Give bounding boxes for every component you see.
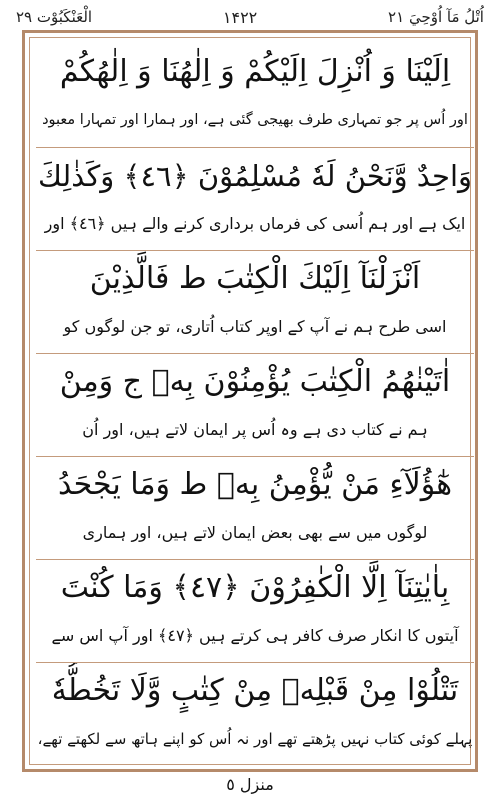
page-frame [22,30,478,772]
arabic-verse-line: تَتْلُوْا مِنْ قَبْلِهٖ مِنْ كِتٰبٍ وَّلَا تَخُطُّهٗ [51,673,459,708]
arabic-verse-line: بِاٰيٰتِنَآ اِلَّا الْكٰفِرُوْنَ ﴿٤٧﴾ وَمَا كُنْتَ [60,570,450,605]
arabic-verse-line: هٰٓؤُلَآءِ مَنْ يُّؤْمِنُ بِهٖ ط وَمَا يَجْحَدُ [57,467,453,502]
urdu-translation-line: پہلے کوئی کتاب نہیں پڑھتے تھے اور نہ اُس کو اپنے ہاتھ سے لکھتے تھے، [37,730,473,748]
verse-block [36,456,474,560]
verse-block [36,662,474,766]
arabic-verse-line: اٰتَيْنٰهُمُ الْكِتٰبَ يُؤْمِنُوْنَ بِهٖ ج وَمِنْ [59,364,451,399]
verse-block [36,353,474,457]
urdu-translation-line: ہم نے کتاب دی ہے وہ اُس پر ایمان لاتے ہیں، اور اُن [82,420,428,439]
verse-block [36,44,474,148]
inner-frame [29,37,471,765]
surah-name-page-number: الْعَنْكَبُوْت ٢٩ [16,8,93,26]
juz-name: اُتْلُ مَآ اُوْحِيَ ٢١ [388,8,484,26]
arabic-verse-line: وَاحِدٌ وَّنَحْنُ لَهٗ مُسْلِمُوْنَ ﴿٤٦﴾ وَكَذٰلِكَ [37,159,473,193]
urdu-translation-line: آیتوں کا انکار صرف کافر ہی کرتے ہیں ﴿٤٧﴾ اور آپ اس سے [51,626,459,645]
urdu-translation-line: اور اُس پر جو تمہاری طرف بھیجی گئی ہے، اور ہمارا اور تمہارا معبود [42,112,468,128]
urdu-translation-line: لوگوں میں سے بھی بعض ایمان لاتے ہیں، اور ہماری [82,523,428,542]
verse-block [36,250,474,354]
verse-block [36,147,474,251]
verse-block [36,559,474,663]
arabic-verse-line: اَنْزَلْنَآ اِلَيْكَ الْكِتٰبَ ط فَالَّذِيْنَ [89,261,421,296]
urdu-translation-line: اسی طرح ہم نے آپ کے اوپر کتاب اُتاری، تو جن لوگوں کو [63,317,447,336]
urdu-translation-line: ایک ہے اور ہم اُسی کی فرماں برداری کرنے والے ہیں ﴿٤٦﴾ اور [44,214,466,233]
page-number: ۱۴۲۲ [222,7,258,27]
manzil-marker: منزل ٥ [226,775,274,794]
arabic-verse-line: اِلَيْنَا وَ اُنْزِلَ اِلَيْكُمْ وَ اِلٰهُنَا وَ اِلٰهُكُمْ [59,54,451,89]
page-header [16,4,484,30]
